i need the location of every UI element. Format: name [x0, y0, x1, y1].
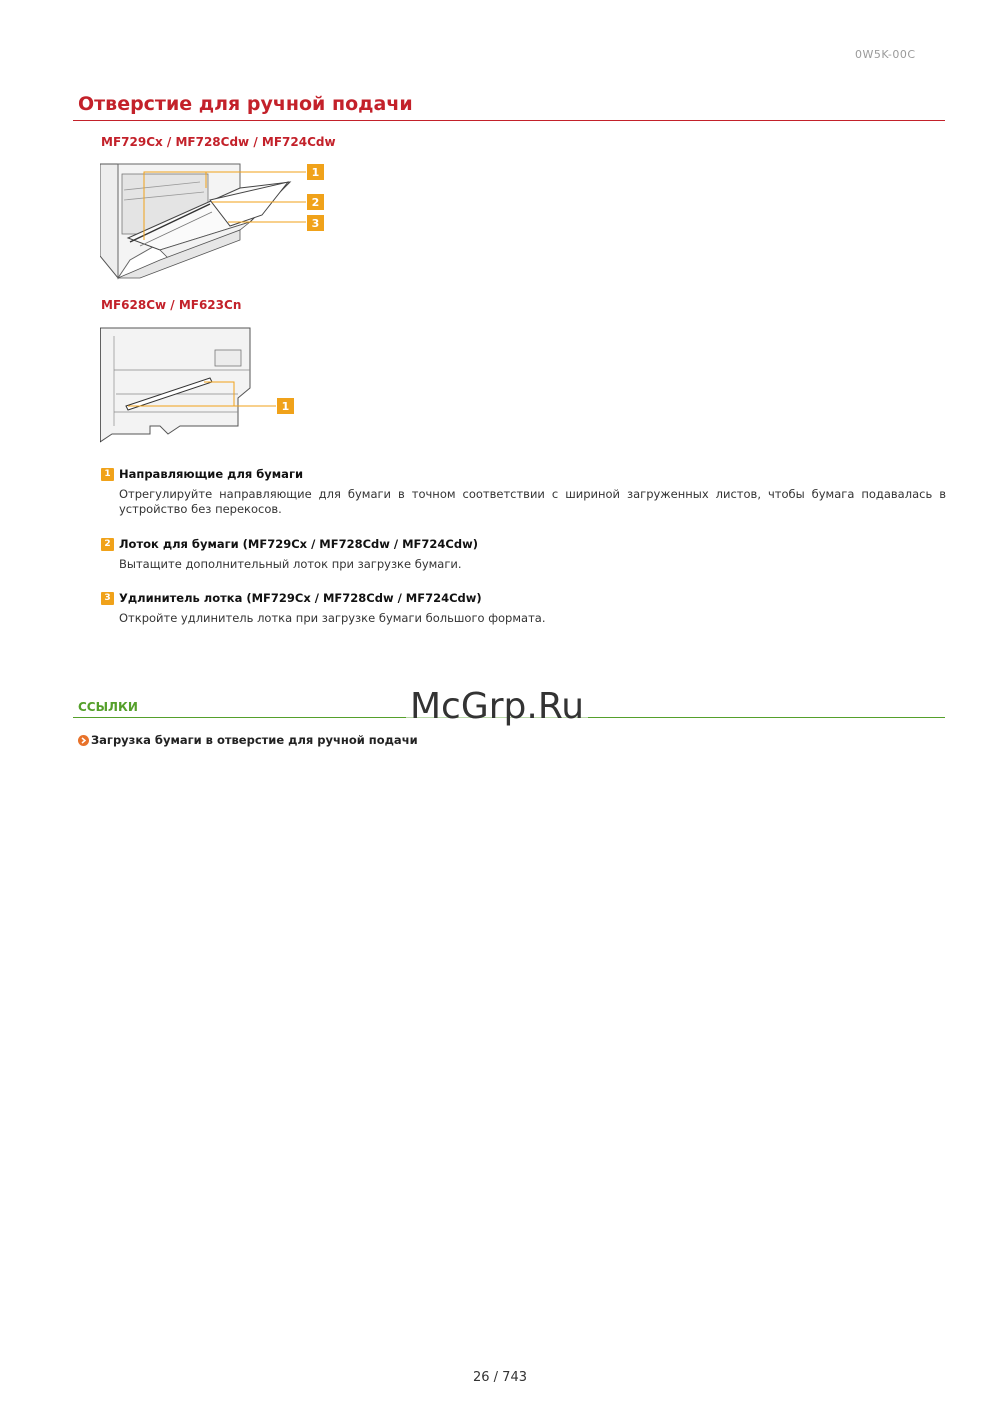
item-description: Отрегулируйте направляющие для бумаги в точном соответствии с шириной загруженных листов, чтобы бумага подавалась в устройство без перекосов. [119, 487, 946, 516]
doc-code: 0W5K-00C [855, 48, 916, 61]
related-link[interactable] [78, 733, 418, 747]
links-heading: ССЫЛКИ [78, 700, 138, 714]
callout-1-icon [307, 164, 324, 180]
item-number-badge: 1 [101, 468, 114, 481]
list-item [101, 466, 946, 517]
item-description: Вытащите дополнительный лоток при загрузке бумаги. [119, 557, 462, 571]
callout-3-icon [307, 215, 324, 231]
item-title: Удлинитель лотка (MF729Cx / MF728Cdw / MF724Cdw) [119, 591, 482, 605]
manual-feed-slot-figure-mf628 [100, 326, 305, 446]
item-title: Направляющие для бумаги [119, 467, 304, 481]
related-link-label[interactable]: Загрузка бумаги в отверстие для ручной подачи [91, 733, 418, 747]
callout-2-label: 2 [311, 196, 320, 209]
item-number-badge: 3 [101, 592, 114, 605]
callout-1-label: 1 [281, 400, 290, 413]
manual-feed-slot-figure-mf729 [100, 160, 340, 282]
list-item [101, 536, 946, 572]
item-title: Лоток для бумаги (MF729Cx / MF728Cdw / MF724Cdw) [119, 537, 478, 551]
list-item [101, 590, 946, 626]
page-title: Отверстие для ручной подачи [78, 93, 413, 115]
page-number: 26 / 743 [473, 1370, 527, 1385]
callout-1-icon [277, 398, 294, 414]
callout-3-label: 3 [311, 217, 320, 230]
callout-1-label: 1 [311, 166, 320, 179]
model-heading-mf729: MF729Cx / MF728Cdw / MF724Cdw [101, 135, 336, 149]
watermark: McGrp.Ru [406, 686, 588, 727]
item-number-badge: 2 [101, 538, 114, 551]
callout-2-icon [307, 194, 324, 210]
item-description: Откройте удлинитель лотка при загрузке бумаги большого формата. [119, 611, 546, 625]
title-divider [73, 120, 945, 121]
arrow-right-circle-icon [78, 735, 89, 746]
model-heading-mf628: MF628Cw / MF623Cn [101, 298, 242, 312]
